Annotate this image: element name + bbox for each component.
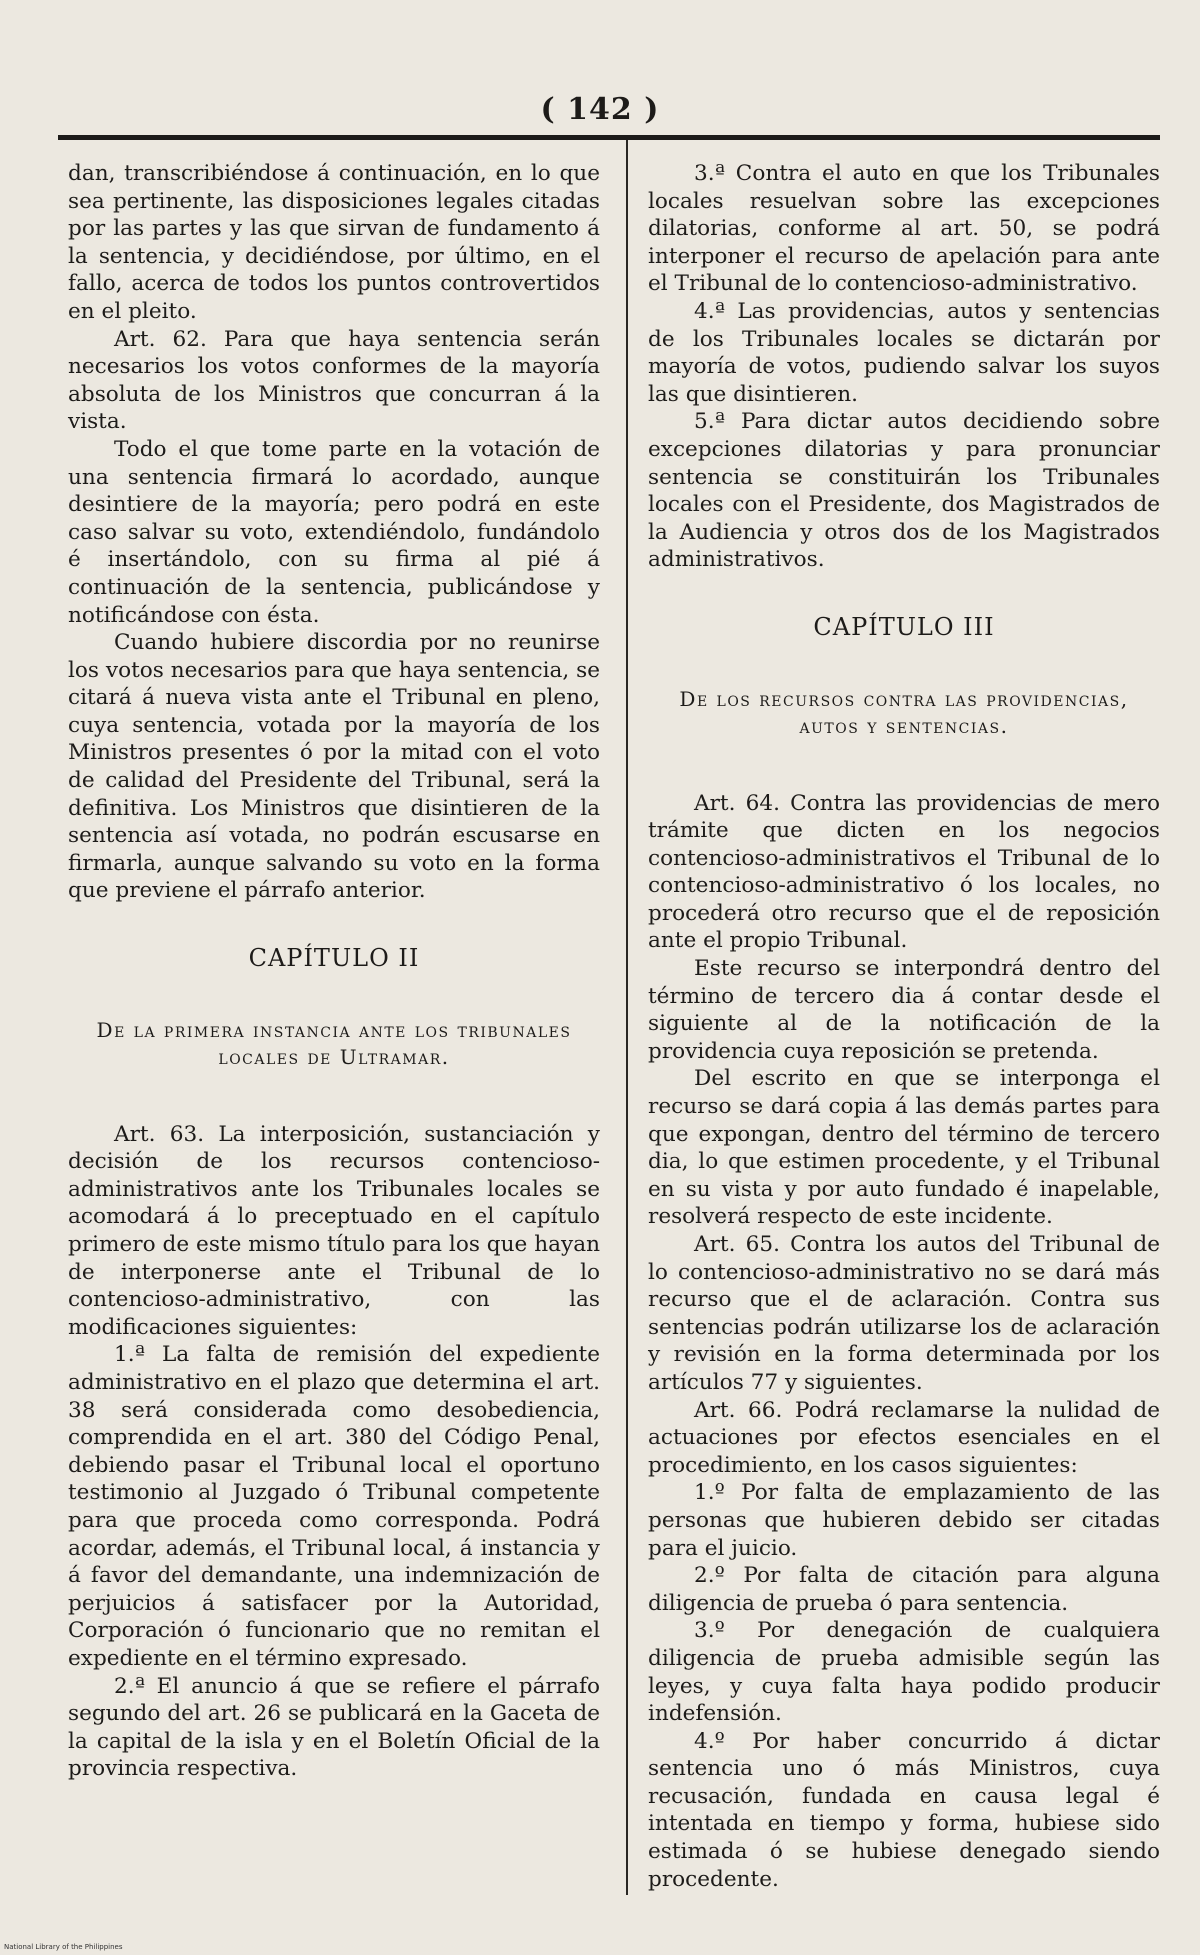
left-column xyxy=(68,160,600,1783)
footer-credit: National Library of the Philippines xyxy=(4,1943,123,1951)
header-rule xyxy=(58,135,1160,140)
right-paragraph-12: 4.º Por haber concurrido á dictar sentencia uno ó más Ministros, cuya recusación, fundada en causa legal é intentada en tiempo y forma, hubiese sido estimada ó se hubiese denegado siendo procedente. xyxy=(648,1728,1160,1892)
left-paragraph-7: 2.ª El anuncio á que se refiere el párrafo segundo del art. 26 se publicará en la Gaceta de la capital de la isla y en el Boletín Oficial de la provincia respectiva. xyxy=(68,1673,600,1782)
right-paragraph-11: 3.º Por denegación de cualquiera diligencia de prueba admisible según las leyes, y cuya falta haya podido producir indefensión. xyxy=(648,1618,1160,1727)
left-paragraph-4: Cuando hubiere discordia por no reunirse los votos necesarios para que haya sentencia, se citará á nueva vista ante el Tribunal en pleno, cuya sentencia, votada por la mayoría de los Ministros presentes ó por la mitad con el voto de calidad del Presidente del Tribunal, será la definitiva. Los Ministros que disintieren de la sentencia así votada, no podrán escusarse en firmarla, aunque salvando su voto en la forma que previene el párrafo anterior. xyxy=(68,630,600,904)
right-paragraph-6: Del escrito en que se interponga el recurso se dará copia á las demás partes para que expongan, dentro del término de tercero dia, lo que estimen procedente, y el Tribunal en su vista y por auto fundado é inapelable, resolverá respecto de este incidente. xyxy=(648,1066,1160,1230)
right-paragraph-5: Este recurso se interpondrá dentro del término de tercero dia á contar desde el siguiente al de la notificación de la providencia cuya reposición se pretenda. xyxy=(648,956,1160,1064)
column-divider xyxy=(626,140,628,1895)
chapter-3-heading: CAPÍTULO III xyxy=(813,612,995,641)
article-62: Art. 62. Para que haya sentencia serán necesarios los votos conformes de la mayoría absoluta de los Ministros que concurran á la vista. xyxy=(68,326,600,435)
page-number: ( 142 ) xyxy=(540,92,660,127)
left-paragraph-1: dan, transcribiéndose á continuación, en lo que sea pertinente, las disposiciones legales citadas por las partes y las que sirvan de fundamento á la sentencia, y decidiéndose, por último, en el fallo, acerca de todos los puntos controvertidos en el pleito. xyxy=(68,161,600,324)
article-65: Art. 65. Contra los autos del Tribunal de lo contencioso-administrativo no se dará más recurso que el de aclaración. Contra sus sentencias podrán utilizarse los de aclaración y revisión en la forma determinada por los artículos 77 y siguientes. xyxy=(648,1232,1160,1395)
right-paragraph-3: 5.ª Para dictar autos decidiendo sobre excepciones dilatorias y para pronunciar sentencia se constituirán los Tribunales locales con el Presidente, dos Magistrados de la Audiencia y otros dos de los Magistrados administrativos. xyxy=(648,409,1160,573)
right-paragraph-1: 3.ª Contra el auto en que los Tribunales locales resuelvan sobre las excepciones dilatorias, conforme al art. 50, se podrá interponer el recurso de apelación para ante el Tribunal de lo contencioso-administrativo. xyxy=(648,161,1160,297)
right-paragraph-2: 4.ª Las providencias, autos y sentencias de los Tribunales locales se dictarán por mayoría de votos, pudiendo salvar los suyos las que disintieren. xyxy=(648,298,1160,407)
article-64: Art. 64. Contra las providencias de mero trámite que dicten en los negocios contencioso-administrativos el Tribunal de lo contencioso-administrativo ó los locales, no procederá otro recurso que el de reposición ante el propio Tribunal. xyxy=(648,790,1160,954)
left-paragraph-6: 1.ª La falta de remisión del expediente administrativo en el plazo que determina el art. 38 será considerada como desobediencia, comprendida en el art. 380 del Código Penal, debiendo pasar el Tribunal local el oportuno testimonio al Juzgado ó Tribunal competente para que proceda como corresponda. Podrá acordar, además, el Tribunal local, á instancia y á favor del demandante, una indemnización de perjuicios á satisfacer por la Autoridad, Corporación ó funcionario que no remitan el expediente en el término expresado. xyxy=(68,1342,600,1671)
article-63: Art. 63. La interposición, sustanciación y decisión de los recursos contencioso-administrativos ante los Tribunales locales se acomodará á lo preceptuado en el capítulo primero de este mismo título para los que hayan de interponerse ante el Tribunal de lo contencioso-administrativo, con las modificaciones siguientes: xyxy=(68,1121,600,1340)
chapter-2-heading: CAPÍTULO II xyxy=(248,944,420,973)
chapter-3-title: De los recursos contra las providencias, autos y sentencias. xyxy=(679,686,1129,738)
article-66: Art. 66. Podrá reclamarse la nulidad de actuaciones por efectos esenciales en el procedimiento, en los casos siguientes: xyxy=(648,1397,1160,1478)
right-paragraph-10: 2.º Por falta de citación para alguna diligencia de prueba ó para sentencia. xyxy=(648,1563,1160,1616)
left-paragraph-3: Todo el que tome parte en la votación de una sentencia firmará lo acordado, aunque desintiere de la mayoría; pero podrá en este caso salvar su voto, extendiéndolo, fundándolo é insertándolo, con su firma al pié á continuación de la sentencia, publicándose y notificándose con ésta. xyxy=(68,436,600,628)
right-paragraph-9: 1.º Por falta de emplazamiento de las personas que hubieren debido ser citadas para el juicio. xyxy=(648,1480,1160,1561)
chapter-2-title: De la primera instancia ante los tribunales locales de Ultramar. xyxy=(96,1017,572,1069)
right-column xyxy=(648,160,1160,1893)
